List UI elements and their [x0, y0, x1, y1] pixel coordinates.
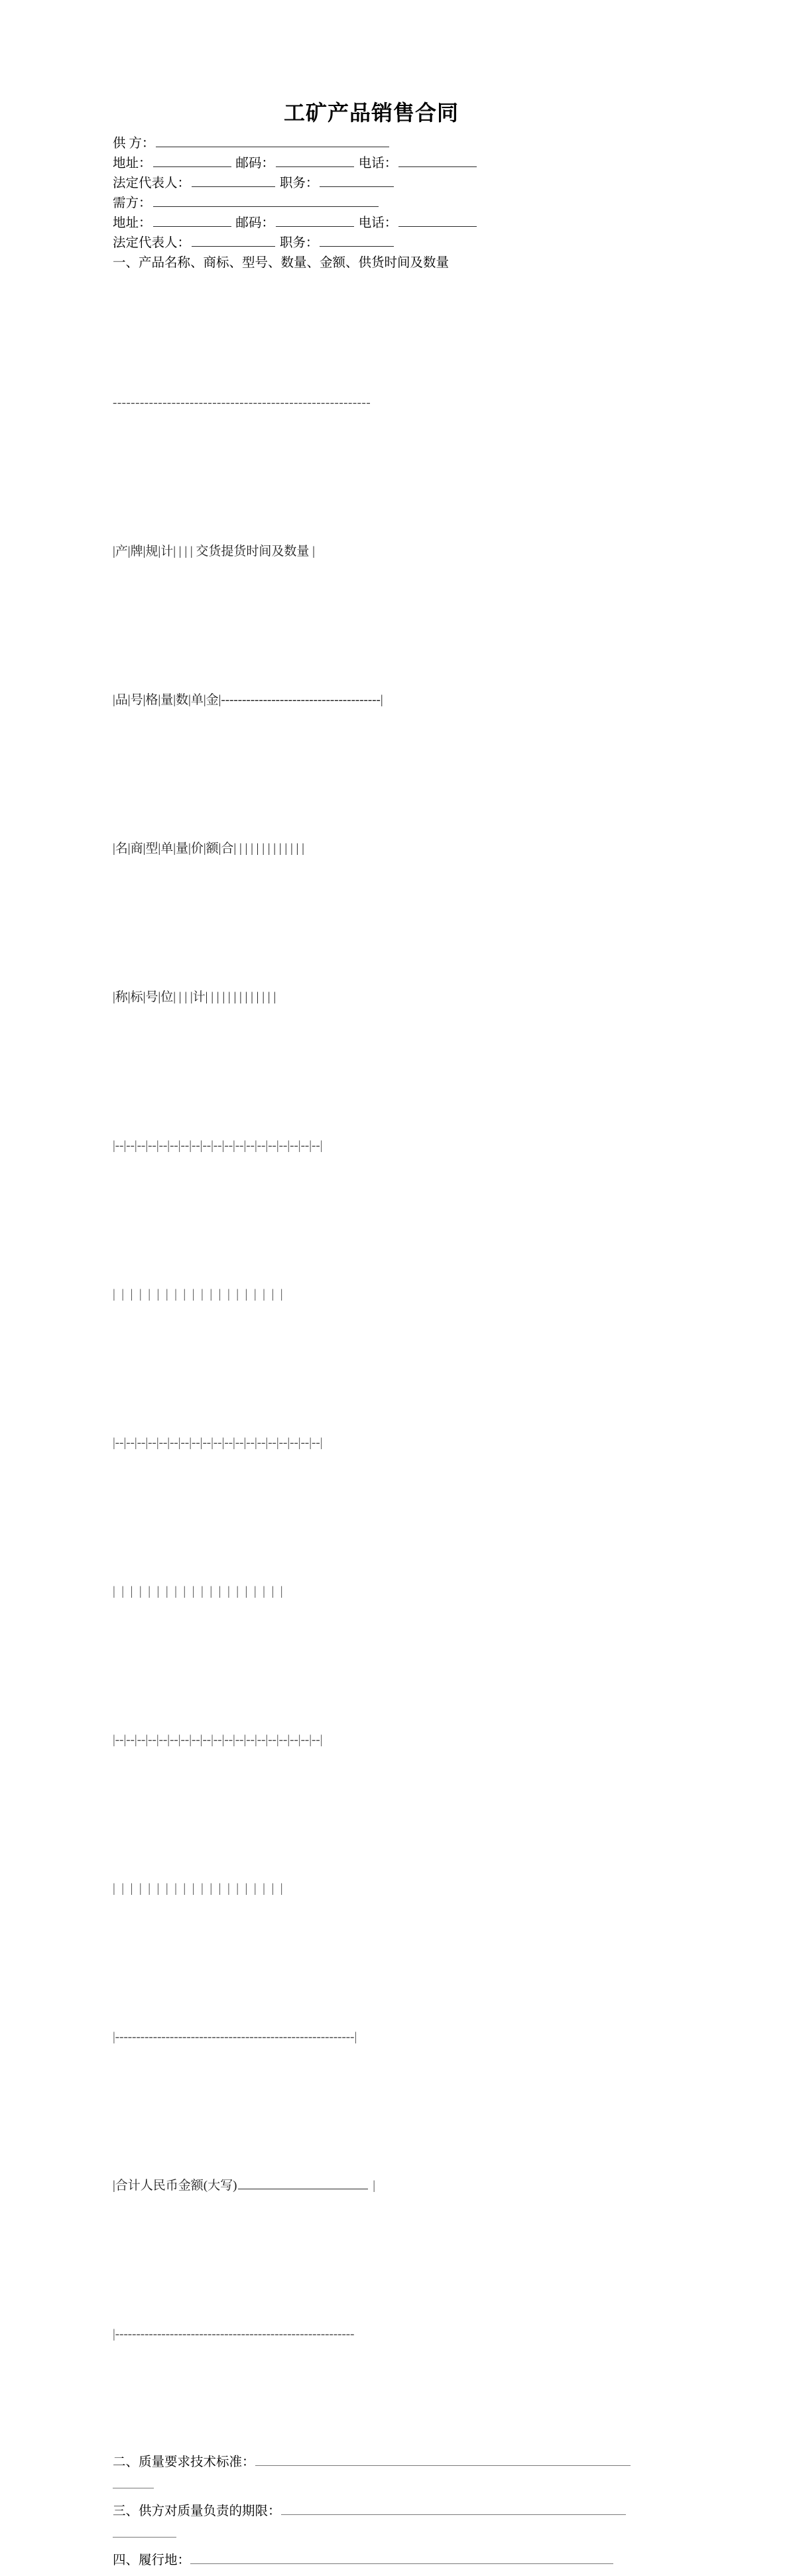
- supplier-legalrep-label: 法定代表人：: [113, 176, 191, 190]
- buyer-position-input[interactable]: [320, 233, 394, 247]
- clauses-block: [113, 2427, 696, 2572]
- buyer-legalrep-input[interactable]: [192, 233, 275, 247]
- supplier-postcode-label: 邮码：: [235, 157, 274, 170]
- supplier-address-label: 地址：: [113, 157, 152, 170]
- supplier-phone-input[interactable]: [398, 154, 477, 167]
- buyer-address-label: 地址：: [113, 216, 152, 230]
- document-body: [113, 0, 696, 2576]
- clause-two-input[interactable]: [255, 2453, 631, 2466]
- total-amount-row: [113, 2167, 696, 2205]
- table-body-row[interactable]: | | | | | | | | | | | | | | | | | | | |: [113, 1287, 283, 1301]
- table-header-row: |名|商|型|单|量|价|额|合| | | | | | | | | | | | |: [113, 842, 304, 856]
- clause-three-input[interactable]: [281, 2502, 626, 2515]
- total-amount-input[interactable]: [238, 2177, 368, 2189]
- buyer-legalrep-label: 法定代表人：: [113, 236, 191, 250]
- clause-two: [113, 2451, 696, 2496]
- buyer-postcode-label: 邮码：: [235, 216, 274, 230]
- page-title: 工矿产品销售合同: [283, 101, 459, 125]
- buyer-name-line: [113, 194, 696, 214]
- buyer-phone-label: 电话：: [358, 216, 398, 230]
- clause-three-input-cont[interactable]: [113, 2524, 176, 2538]
- supplier-legalrep-line: [113, 174, 696, 194]
- supplier-address-line: [113, 154, 696, 174]
- buyer-name-label: 需方：: [113, 196, 152, 210]
- supplier-position-label: 职务：: [279, 176, 319, 190]
- clause-three-input-wrap: [113, 2523, 696, 2545]
- supplier-name-line: [113, 134, 696, 154]
- supplier-legalrep-input[interactable]: [192, 174, 275, 187]
- total-amount-label: |合计人民币金额(大写): [113, 2179, 237, 2193]
- table-top-border: ---------------------------------------------------------: [113, 396, 371, 410]
- table-header-row: |称|标|号|位| | | |计| | | | | | | | | | | | |: [113, 990, 276, 1004]
- table-bottom-border: |---------------------------------------------------------|: [113, 2030, 357, 2044]
- total-amount-close-pipe: |: [373, 2179, 376, 2193]
- table-body-row[interactable]: | | | | | | | | | | | | | | | | | | | |: [113, 1882, 283, 1896]
- clause-four-input[interactable]: [190, 2551, 613, 2564]
- buyer-phone-input[interactable]: [398, 214, 477, 227]
- supplier-name-input[interactable]: [156, 134, 389, 147]
- buyer-postcode-input[interactable]: [276, 214, 354, 227]
- supplier-name-label: 供 方：: [113, 137, 155, 151]
- table-final-border: |---------------------------------------------------------: [113, 2327, 355, 2341]
- clause-four-label: 四、履行地：: [113, 2553, 191, 2567]
- table-divider-row: |--|--|--|--|--|--|--|--|--|--|--|--|--|--|--|--|--|--|--|: [113, 1733, 323, 1747]
- clause-two-input-wrap: [113, 2474, 696, 2496]
- supplier-address-input[interactable]: [153, 154, 231, 167]
- buyer-address-line: [113, 214, 696, 233]
- section-one-heading: 一、产品名称、商标、型号、数量、金额、供货时间及数量: [113, 256, 450, 270]
- clause-four: [113, 2549, 696, 2572]
- clause-three-label: 三、供方对质量负责的期限：: [113, 2504, 281, 2518]
- buyer-legalrep-line: [113, 233, 696, 253]
- buyer-address-input[interactable]: [153, 214, 231, 227]
- supplier-phone-label: 电话：: [358, 157, 398, 170]
- buyer-name-input[interactable]: [153, 194, 379, 207]
- clause-three: [113, 2500, 696, 2545]
- parties-block: [113, 134, 696, 273]
- buyer-position-label: 职务：: [279, 236, 319, 250]
- table-divider-row: |--|--|--|--|--|--|--|--|--|--|--|--|--|--|--|--|--|--|--|: [113, 1139, 323, 1153]
- table-divider-row: |--|--|--|--|--|--|--|--|--|--|--|--|--|--|--|--|--|--|--|: [113, 1436, 323, 1450]
- product-table: [113, 273, 696, 2427]
- clause-two-input-cont[interactable]: [113, 2475, 154, 2488]
- table-body-row[interactable]: | | | | | | | | | | | | | | | | | | | |: [113, 1584, 283, 1598]
- table-header-row: |品|号|格|量|数|单|金|--------------------------------------|: [113, 693, 383, 707]
- table-header-row: |产|牌|规|计| | | | 交货提货时间及数量 |: [113, 545, 315, 558]
- supplier-postcode-input[interactable]: [276, 154, 354, 167]
- clause-two-label: 二、质量要求技术标准：: [113, 2455, 255, 2469]
- supplier-position-input[interactable]: [320, 174, 394, 187]
